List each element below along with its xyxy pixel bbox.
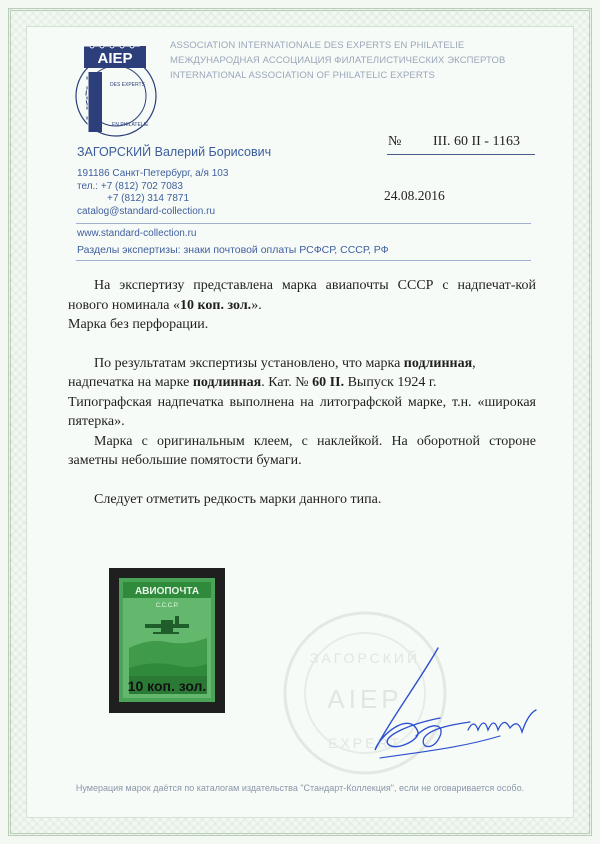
- aiep-logo: [70, 36, 162, 146]
- divider: [76, 260, 531, 261]
- expertise-sections: Разделы экспертизы: знаки почтовой оплаты РСФСР, СССР, РФ: [77, 244, 389, 256]
- svg-text:DES EXPERTS: DES EXPERTS: [110, 82, 145, 88]
- stamp-overprint: 10 коп. зол.: [127, 678, 207, 694]
- certificate-body: [68, 276, 536, 509]
- association-name-en: INTERNATIONAL ASSOCIATION OF PHILATELIC EXPERTS: [170, 70, 435, 81]
- certificate-number-underline: [387, 154, 535, 155]
- stamp-top-text: АВИОПОЧТА: [134, 586, 200, 597]
- paragraph-gum: Марка с оригинальным клеем, с наклейкой. На оборотной стороне заметны небольшие помятости бумаги.: [68, 433, 536, 468]
- svg-text:EN PHILATELIE: EN PHILATELIE: [112, 122, 149, 128]
- expert-name: ЗАГОРСКИЙ Валерий Борисович: [77, 145, 272, 159]
- expert-phone-1: тел.: +7 (812) 702 7083: [77, 180, 183, 192]
- association-name-ru: МЕЖДУНАРОДНАЯ АССОЦИАЦИЯ ФИЛАТЕЛИСТИЧЕСКИХ ЭКСПЕРТОВ: [170, 55, 506, 66]
- footer-note: Нумерация марок даётся по каталогам издательства "Стандарт-Коллекция", если не оговаривается особо.: [75, 783, 525, 793]
- paragraph-printing: Типографская надпечатка выполнена на литографской марке, т.н. «широкая пятерка».: [68, 394, 536, 429]
- certificate-date: 24.08.2016: [384, 188, 445, 203]
- certificate-number-label: №: [388, 134, 402, 149]
- paragraph-submission: На экспертизу представлена марка авиапочты СССР с надпечат-кой нового номинала «10 коп. зол.».: [68, 278, 536, 313]
- svg-text:EXPERT: EXPERT: [328, 735, 402, 751]
- svg-text:ЗАГОРСКИЙ: ЗАГОРСКИЙ: [309, 650, 421, 666]
- association-names: [170, 38, 505, 83]
- svg-text:AIEP: AIEP: [327, 684, 403, 714]
- stamp-photo: [109, 568, 225, 713]
- expert-address: 191186 Санкт-Петербург, а/я 103: [77, 168, 229, 179]
- expert-signature: [320, 640, 570, 770]
- paragraph-result: По результатам экспертизы установлено, что марка подлинная,: [94, 355, 476, 371]
- logo-text: AIEP: [97, 50, 133, 67]
- certificate-number: III. 60 II - 1163: [433, 134, 520, 149]
- paragraph-rarity: Следует отметить редкость марки данного типа.: [94, 491, 382, 507]
- stamp-country: С.С.С.Р.: [155, 603, 179, 609]
- expert-website[interactable]: www.standard-collection.ru: [77, 228, 197, 239]
- association-name-fr: ASSOCIATION INTERNATIONALE DES EXPERTS EN PHILATELIE: [170, 40, 465, 51]
- paragraph-overprint: надпечатка на марке подлинная. Кат. № 60 II. Выпуск 1924 г.: [68, 375, 437, 390]
- expert-email[interactable]: catalog@standard-collection.ru: [77, 205, 216, 217]
- expert-phone-2: +7 (812) 314 7871: [107, 193, 190, 204]
- expert-contacts: [77, 168, 228, 218]
- paragraph-perforation: Марка без перфорации.: [68, 317, 209, 332]
- divider: [76, 223, 531, 224]
